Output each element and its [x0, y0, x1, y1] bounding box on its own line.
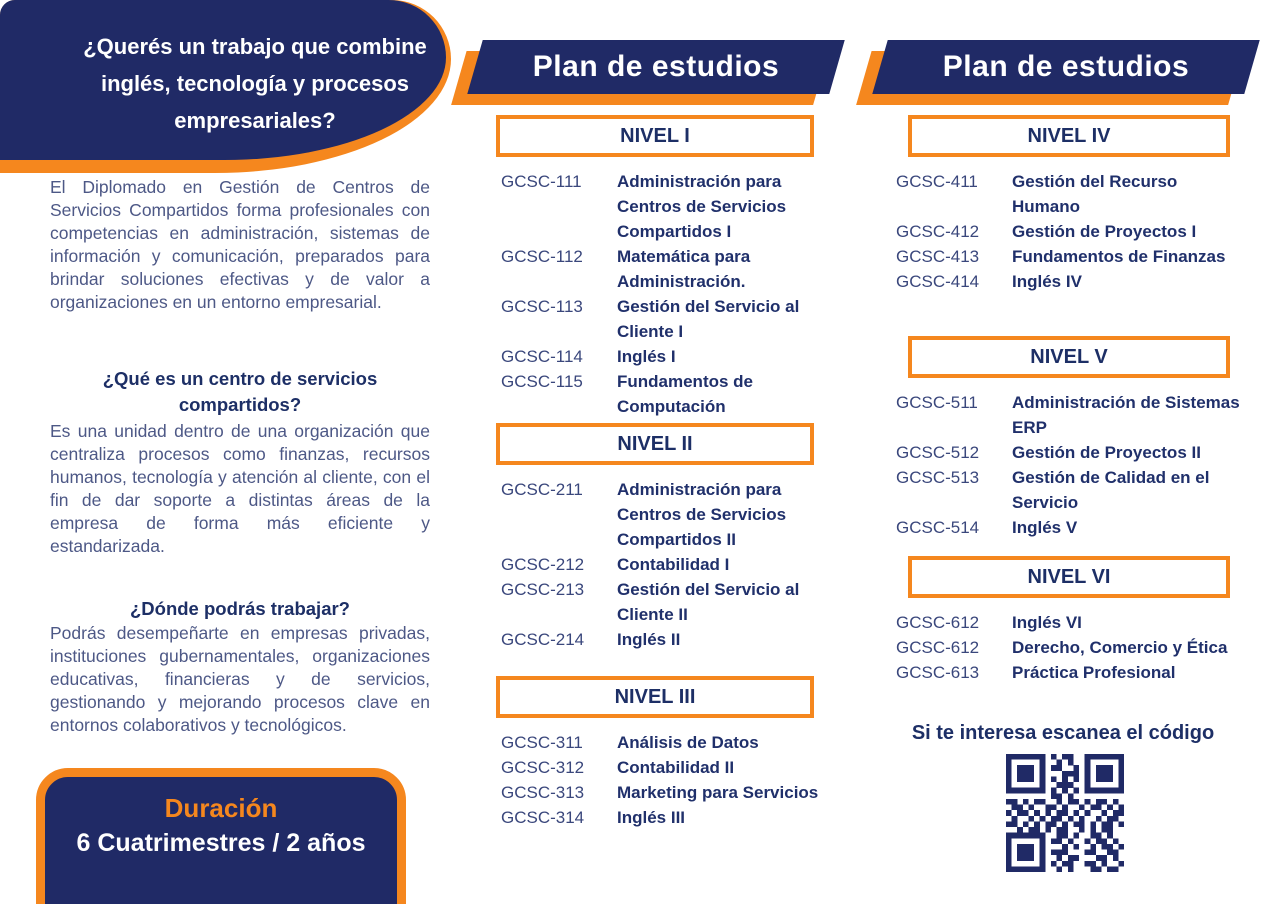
- course-name: Fundamentos de Finanzas: [1012, 247, 1226, 266]
- course-list: [501, 169, 831, 419]
- qr-caption: Si te interesa escanea el código: [911, 722, 1215, 744]
- course-name: Inglés II: [617, 630, 681, 649]
- course-list: [501, 730, 831, 830]
- level-title-box: NIVEL II: [496, 423, 814, 465]
- course-code: GCSC-413: [896, 247, 980, 266]
- course-list: [896, 390, 1246, 540]
- course-list: [896, 610, 1246, 685]
- course-name: Práctica Profesional: [1012, 663, 1176, 682]
- course-code: GCSC-314: [501, 808, 585, 827]
- course-code: GCSC-613: [896, 663, 980, 682]
- course-name: Matemática para Administración.: [617, 247, 751, 291]
- course-name: Gestión de Calidad en el Servicio: [1012, 468, 1210, 512]
- question-2-body: Podrás desempeñarte en empresas privadas, instituciones gubernamentales, organizaciones educativas, financieras y de servicios, gestionando y mejorando procesos clave en entornos colaborativos y tecnológicos.: [50, 623, 430, 735]
- course-code: GCSC-112: [501, 247, 583, 266]
- course-code: GCSC-211: [501, 480, 583, 499]
- course-name: Inglés V: [1012, 518, 1078, 537]
- course-code: GCSC-311: [501, 733, 583, 752]
- level-section-nivel-vi: [858, 556, 1280, 685]
- level-title-box: NIVEL VI: [908, 556, 1230, 598]
- middle-panel: [455, 0, 855, 904]
- question-1-title: ¿Qué es un centro de servicios compartidos?: [102, 368, 378, 415]
- course-code: GCSC-115: [501, 372, 583, 391]
- course-name: Inglés VI: [1012, 613, 1082, 632]
- course-code: GCSC-412: [896, 222, 980, 241]
- course-code: GCSC-411: [896, 172, 978, 191]
- course-name: Administración de Sistemas ERP: [1012, 393, 1240, 437]
- course-code: GCSC-612: [896, 638, 980, 657]
- headline: ¿Querés un trabajo que combine inglés, tecnología y procesos empresariales?: [83, 34, 427, 133]
- course-name: Análisis de Datos: [617, 733, 759, 752]
- course-name: Administración para Centros de Servicios Compartidos II: [617, 480, 787, 549]
- course-code: GCSC-511: [896, 393, 978, 412]
- course-name: Contabilidad II: [617, 758, 735, 777]
- course-code: GCSC-612: [896, 613, 980, 632]
- level-title-box: NIVEL I: [496, 115, 814, 157]
- course-code: GCSC-212: [501, 555, 585, 574]
- course-list: [896, 169, 1246, 294]
- course-list: [501, 477, 831, 652]
- course-code: GCSC-111: [501, 172, 582, 191]
- plan-banner-middle: [475, 40, 837, 94]
- course-name: Gestión del Servicio al Cliente I: [617, 297, 800, 341]
- right-panel: [858, 0, 1280, 904]
- course-code: GCSC-113: [501, 297, 583, 316]
- duration-value: 6 Cuatrimestres / 2 años: [76, 829, 366, 857]
- duration-box: [36, 768, 406, 904]
- course-name: Inglés I: [617, 347, 676, 366]
- course-name: Gestión del Servicio al Cliente II: [617, 580, 800, 624]
- course-name: Contabilidad I: [617, 555, 730, 574]
- level-section-nivel-v: [858, 336, 1280, 540]
- qr-code: [1006, 754, 1124, 872]
- level-section-nivel-iv: [858, 115, 1280, 294]
- level-title-box: NIVEL V: [908, 336, 1230, 378]
- course-code: GCSC-312: [501, 758, 585, 777]
- course-name: Marketing para Servicios: [617, 783, 819, 802]
- intro-paragraph: El Diplomado en Gestión de Centros de Servicios Compartidos forma profesionales con competencias en administración, sistemas de información y comunicación, preparados para brindar soluciones efectivas y de valor a organizaciones en un entorno empresarial.: [50, 177, 430, 312]
- course-code: GCSC-514: [896, 518, 980, 537]
- plan-banner-title: Plan de estudios: [942, 50, 1190, 83]
- level-title-box: NIVEL III: [496, 676, 814, 718]
- course-name: Inglés IV: [1012, 272, 1082, 291]
- course-name: Fundamentos de Computación: [617, 372, 754, 416]
- level-section-nivel-iii: [455, 676, 855, 830]
- course-code: GCSC-213: [501, 580, 585, 599]
- course-code: GCSC-512: [896, 443, 980, 462]
- level-title-box: NIVEL IV: [908, 115, 1230, 157]
- course-code: GCSC-214: [501, 630, 585, 649]
- course-name: Administración para Centros de Servicios Compartidos I: [617, 172, 787, 241]
- course-code: GCSC-513: [896, 468, 980, 487]
- level-section-nivel-ii: [455, 423, 855, 652]
- course-name: Gestión de Proyectos II: [1012, 443, 1201, 462]
- question-2-title: ¿Dónde podrás trabajar?: [130, 598, 350, 619]
- plan-banner-title: Plan de estudios: [532, 50, 780, 83]
- level-section-nivel-i: [455, 115, 855, 419]
- question-1-body: Es una unidad dentro de una organización que centraliza procesos como finanzas, recursos humanos, tecnología y atención al cliente, con el fin de dar soporte a distintas áreas de la empresa de forma más eficiente y estandarizada.: [50, 421, 430, 556]
- duration-title: Duración: [164, 793, 278, 823]
- course-code: GCSC-414: [896, 272, 980, 291]
- course-name: Gestión de Proyectos I: [1012, 222, 1197, 241]
- left-panel: [0, 0, 440, 904]
- plan-banner-right: [880, 40, 1252, 94]
- course-code: GCSC-313: [501, 783, 585, 802]
- course-name: Gestión del Recurso Humano: [1012, 172, 1178, 216]
- course-code: GCSC-114: [501, 347, 583, 366]
- course-name: Inglés III: [617, 808, 686, 827]
- course-name: Derecho, Comercio y Ética: [1012, 638, 1228, 657]
